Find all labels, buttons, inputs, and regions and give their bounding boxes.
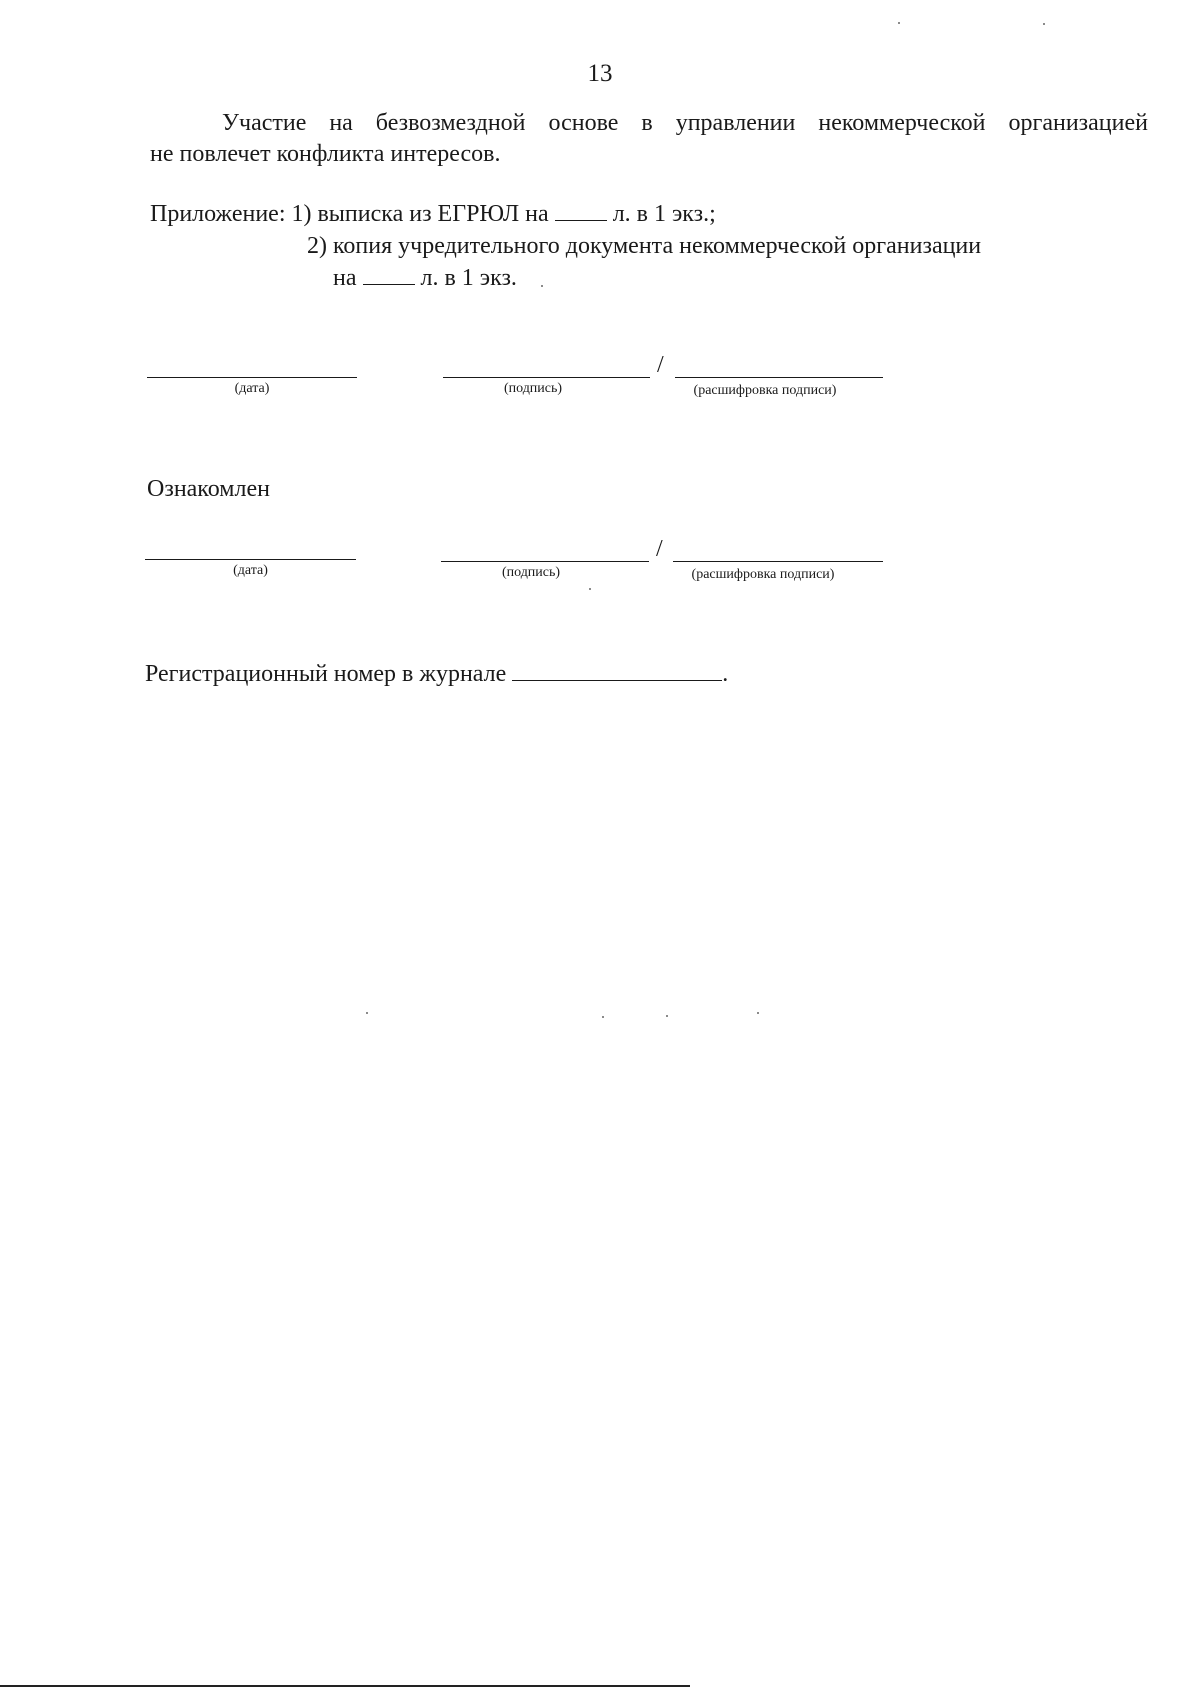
decoding-caption: (расшифровка подписи) <box>693 383 837 398</box>
attachments-item1-suffix: л. в 1 экз.; <box>612 201 716 227</box>
date-caption: (дата) <box>233 563 268 578</box>
decoding-line[interactable] <box>673 561 883 562</box>
attachments-item-2-pages <box>333 264 517 292</box>
scan-speck <box>757 1012 759 1014</box>
attachments-item1-prefix: 1) выписка из ЕГРЮЛ на <box>291 201 549 227</box>
date-caption: (дата) <box>234 381 270 396</box>
page-number: 13 <box>587 60 613 87</box>
item1-pages-blank[interactable] <box>555 200 607 221</box>
decoding-caption: (расшифровка подписи) <box>691 567 835 582</box>
registration-label: Регистрационный номер в журнале <box>145 661 507 687</box>
decoding-line[interactable] <box>675 377 883 378</box>
paragraph-line-2: не повлечет конфликта интересов. <box>150 141 501 167</box>
signature-separator: / <box>657 352 664 378</box>
signature-caption: (подпись) <box>501 565 561 580</box>
attachments-item-1 <box>150 200 716 228</box>
attachments-label: Приложение: <box>150 201 286 227</box>
scan-speck <box>541 285 543 287</box>
scan-speck <box>366 1012 368 1014</box>
signature-separator: / <box>656 536 663 562</box>
date-line[interactable] <box>145 559 356 560</box>
signature-line[interactable] <box>443 377 650 378</box>
item2-pages-blank[interactable] <box>363 264 415 285</box>
registration-end: . <box>722 661 729 687</box>
acquainted-label: Ознакомлен <box>147 476 270 502</box>
scan-speck <box>589 588 591 590</box>
scan-speck <box>602 1016 604 1018</box>
registration-number <box>145 660 728 688</box>
scan-speck <box>898 22 900 24</box>
attachments-item2-prefix: на <box>333 265 357 291</box>
attachments-item2-suffix: л. в 1 экз. <box>420 265 517 291</box>
signature-caption: (подпись) <box>503 381 563 396</box>
paragraph-line-1: Участие на безвозмездной основе в управлении некоммерческой организацией <box>222 110 1148 136</box>
scan-speck <box>1043 23 1045 25</box>
page-bottom-edge <box>0 1685 690 1687</box>
attachments-item2-text: 2) копия учредительного документа некоммерческой организации <box>307 233 982 259</box>
scan-speck <box>666 1015 668 1017</box>
date-line[interactable] <box>147 377 357 378</box>
registration-number-blank[interactable] <box>512 660 722 681</box>
signature-line[interactable] <box>441 561 649 562</box>
